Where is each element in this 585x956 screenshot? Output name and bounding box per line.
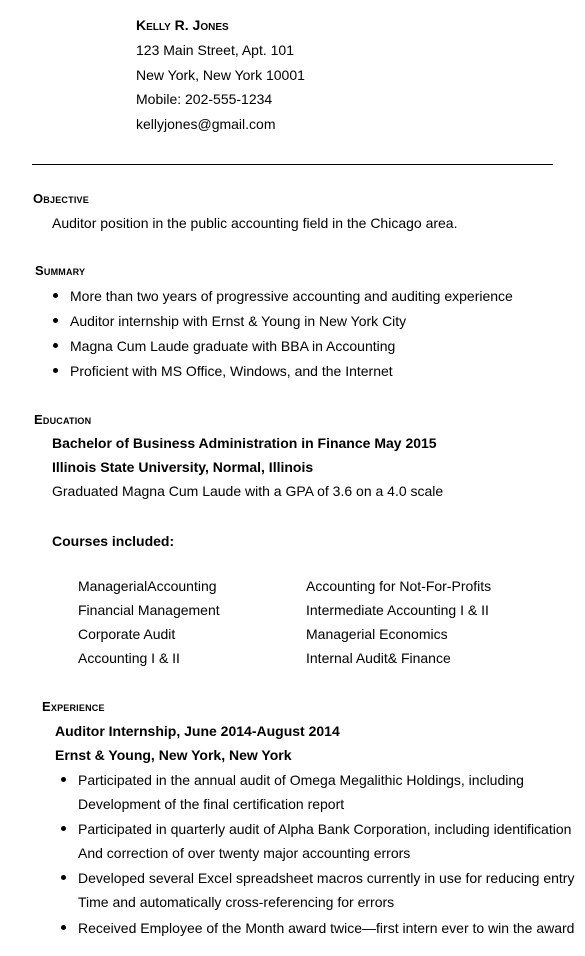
candidate-name: Kelly R. Jones (136, 17, 229, 33)
course-item: Internal Audit& Finance (306, 650, 451, 666)
bullet-icon (53, 293, 58, 298)
summary-item: More than two years of progressive accounting and auditing experience (70, 288, 513, 304)
experience-item-continuation: Development of the final certification report (78, 796, 345, 812)
bullet-icon (61, 925, 66, 930)
experience-item-continuation: And correction of over twenty major accounting errors (78, 845, 411, 861)
course-item: Intermediate Accounting I & II (306, 602, 489, 618)
education-note: Graduated Magna Cum Laude with a GPA of 3.6 on a 4.0 scale (52, 483, 444, 499)
summary-item: Proficient with MS Office, Windows, and the Internet (70, 363, 393, 379)
school: Illinois State University, Normal, Illinois (52, 459, 314, 475)
experience-item-continuation: Time and automatically cross-referencing for errors (78, 894, 395, 910)
bullet-icon (53, 368, 58, 373)
experience-item: Received Employee of the Month award twice—first intern ever to win the award (78, 920, 575, 936)
bullet-icon (53, 318, 58, 323)
experience-item: Participated in quarterly audit of Alpha Bank Corporation, including identification (78, 821, 572, 837)
experience-item: Developed several Excel spreadsheet macros currently in use for reducing entry (78, 870, 575, 886)
experience-item: Participated in the annual audit of Omega Megalithic Holdings, including (78, 772, 524, 788)
courses-heading: Courses included: (52, 533, 175, 549)
email-address: kellyjones@gmail.com (136, 116, 276, 132)
summary-heading: Summary (35, 263, 86, 278)
course-item: ManagerialAccounting (78, 578, 217, 594)
bullet-icon (53, 343, 58, 348)
education-heading: Education (34, 412, 92, 427)
experience-heading: Experience (42, 699, 105, 714)
job-title: Auditor Internship, June 2014-August 2014 (55, 723, 340, 739)
degree: Bachelor of Business Administration in Finance May 2015 (52, 435, 437, 451)
course-item: Managerial Economics (306, 626, 448, 642)
job-company: Ernst & Young, New York, New York (55, 747, 292, 763)
course-item: Corporate Audit (78, 626, 176, 642)
address-line-1: 123 Main Street, Apt. 101 (136, 42, 294, 58)
mobile-number: Mobile: 202-555-1234 (136, 91, 273, 107)
header-divider (32, 164, 553, 165)
course-item: Accounting for Not-For-Profits (306, 578, 492, 594)
bullet-icon (61, 777, 66, 782)
address-line-2: New York, New York 10001 (136, 67, 305, 83)
summary-item: Magna Cum Laude graduate with BBA in Accounting (70, 338, 396, 354)
bullet-icon (61, 875, 66, 880)
course-item: Accounting I & II (78, 650, 180, 666)
objective-heading: Objective (33, 191, 89, 206)
summary-item: Auditor internship with Ernst & Young in New York City (70, 313, 407, 329)
bullet-icon (61, 826, 66, 831)
objective-text: Auditor position in the public accounting field in the Chicago area. (52, 215, 458, 231)
course-item: Financial Management (78, 602, 220, 618)
